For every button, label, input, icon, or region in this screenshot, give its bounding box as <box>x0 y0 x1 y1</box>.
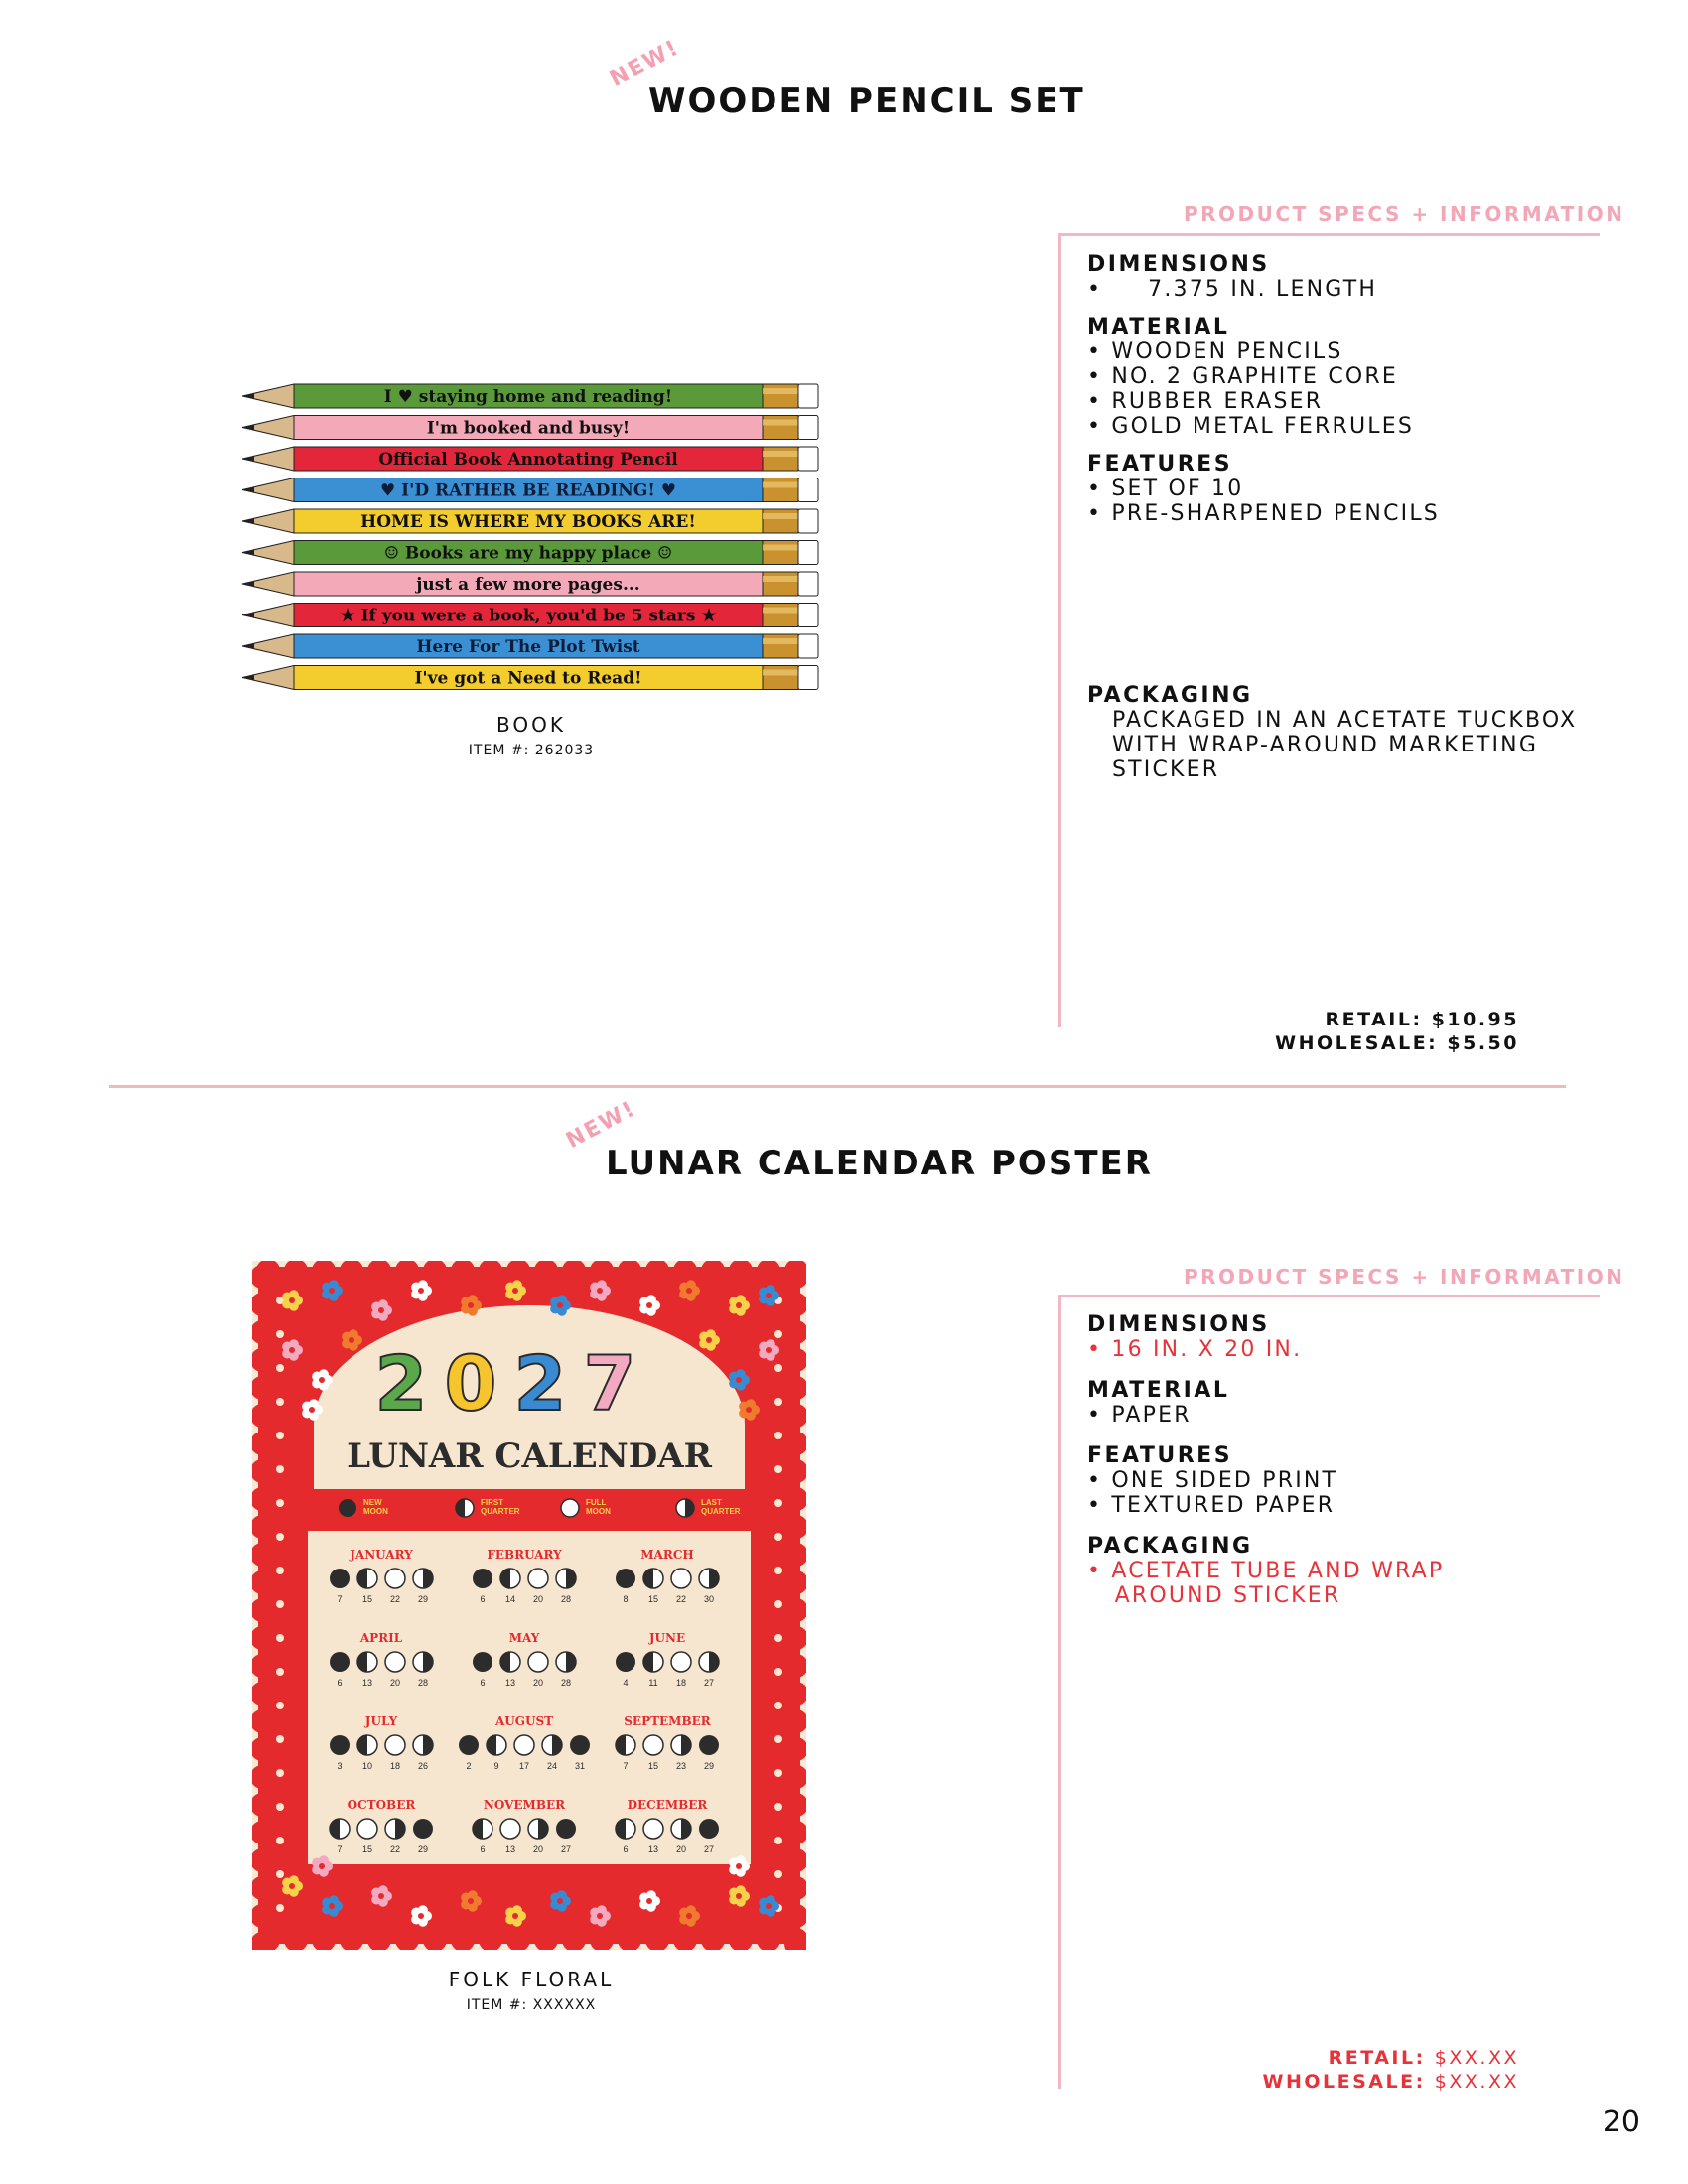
specs-header: PRODUCT SPECS + INFORMATION <box>1184 203 1625 226</box>
dimensions-label: DIMENSIONS <box>1087 252 1270 277</box>
wholesale-price: WHOLESALE: $5.50 <box>1275 1032 1519 1054</box>
material-item: • WOODEN PENCILS <box>1087 340 1343 364</box>
moon-phase-icon <box>556 1569 576 1588</box>
features-item: • ONE SIDED PRINT <box>1087 1468 1338 1493</box>
moon-day: 15 <box>361 1844 373 1854</box>
item-number: ITEM #: XXXXXX <box>466 1997 597 2013</box>
moon-phase-icon <box>473 1819 492 1839</box>
moon-day: 13 <box>361 1678 373 1688</box>
moon-phase-icon <box>616 1569 635 1588</box>
moon-phase-icon <box>528 1652 548 1672</box>
moon-phase-icon <box>616 1652 635 1672</box>
moon-phase-icon <box>643 1819 663 1839</box>
moon-phase-icon <box>528 1569 548 1588</box>
features-item: • TEXTURED PAPER <box>1087 1493 1336 1518</box>
moon-phase-icon <box>671 1652 691 1672</box>
moon-day: 23 <box>675 1761 687 1771</box>
moon-day: 20 <box>532 1844 544 1854</box>
moon-day: 29 <box>417 1594 429 1604</box>
moon-day: 6 <box>623 1844 629 1854</box>
moon-day: 11 <box>648 1678 658 1688</box>
product-title: WOODEN PENCIL SET <box>648 81 1085 121</box>
moon-day: 27 <box>703 1678 715 1688</box>
packaging-label: PACKAGING <box>1087 1534 1253 1559</box>
moon-phase-icon <box>561 1499 579 1517</box>
pencil-text: ♥ I'D RATHER BE READING! ♥ <box>380 480 676 501</box>
section-divider <box>109 1085 1566 1088</box>
moon-day: 6 <box>480 1844 486 1854</box>
pencil-text: I ♥ staying home and reading! <box>383 387 673 407</box>
pencil <box>242 604 818 627</box>
moon-day: 14 <box>504 1594 516 1604</box>
moon-phase-icon <box>671 1569 691 1588</box>
moon-day: 27 <box>560 1844 572 1854</box>
moon-phase-icon <box>413 1652 433 1672</box>
material-label: MATERIAL <box>1087 315 1230 340</box>
moon-phase-icon <box>616 1819 635 1839</box>
pencil <box>242 572 818 596</box>
pencil <box>242 541 818 565</box>
legend-label: QUARTER <box>701 1507 741 1516</box>
material-item: • PAPER <box>1087 1403 1192 1428</box>
retail-price <box>1192 2047 1519 2069</box>
legend-label: MOON <box>586 1507 611 1516</box>
pencil <box>242 478 818 502</box>
specs-list <box>1087 1312 1604 1608</box>
moon-phase-icon <box>413 1819 433 1839</box>
moon-day: 15 <box>361 1594 373 1604</box>
moon-phase-icon <box>542 1735 562 1755</box>
pencil-text: HOME IS WHERE MY BOOKS ARE! <box>360 512 696 532</box>
moon-phase-icon <box>357 1652 377 1672</box>
pencil <box>242 416 818 440</box>
moon-day: 2 <box>466 1761 472 1771</box>
moon-day: 10 <box>361 1761 373 1771</box>
month-name: JUNE <box>648 1631 686 1645</box>
moon-day: 27 <box>703 1844 715 1854</box>
dimensions-value: • 16 IN. X 20 IN. <box>1087 1337 1303 1362</box>
month-name: OCTOBER <box>347 1798 416 1812</box>
specs-side-rule <box>1058 233 1061 1027</box>
legend-label: MOON <box>363 1507 388 1516</box>
material-item: • NO. 2 GRAPHITE CORE <box>1087 364 1399 389</box>
lunar-calendar-poster-image <box>252 1261 806 1950</box>
legend-label: NEW <box>363 1498 382 1507</box>
moon-day: 7 <box>337 1844 343 1854</box>
moon-phase-icon <box>699 1569 719 1588</box>
moon-phase-icon <box>643 1735 663 1755</box>
moon-phase-icon <box>330 1652 350 1672</box>
moon-phase-icon <box>459 1735 479 1755</box>
wholesale-price <box>1192 2071 1519 2093</box>
specs-header: PRODUCT SPECS + INFORMATION <box>1184 1265 1625 1289</box>
dimensions-label: DIMENSIONS <box>1087 1312 1270 1337</box>
pencil <box>242 666 818 690</box>
poster-year-digit: 2 <box>374 1339 428 1428</box>
packaging-line: PACKAGED IN AN ACETATE TUCKBOX <box>1112 708 1578 733</box>
moon-day: 13 <box>504 1678 516 1688</box>
poster-title: LUNAR CALENDAR <box>347 1436 712 1476</box>
moon-phase-icon <box>616 1735 635 1755</box>
new-badge: NEW! <box>606 35 684 92</box>
moon-day: 28 <box>560 1594 572 1604</box>
moon-phase-icon <box>528 1819 548 1839</box>
month-name: DECEMBER <box>627 1798 708 1812</box>
moon-day: 30 <box>703 1594 715 1604</box>
moon-phase-icon <box>385 1735 405 1755</box>
moon-day: 20 <box>675 1844 687 1854</box>
moon-phase-icon <box>330 1735 350 1755</box>
retail-price: RETAIL: $10.95 <box>1325 1009 1519 1030</box>
packaging-line: STICKER <box>1112 757 1220 782</box>
moon-phase-icon <box>385 1652 405 1672</box>
pencil-text: ☺ Books are my happy place ☺ <box>383 543 673 564</box>
moon-phase-icon <box>699 1819 719 1839</box>
moon-phase-icon <box>514 1735 534 1755</box>
moon-day: 20 <box>532 1678 544 1688</box>
variant-caption: BOOK <box>496 713 566 737</box>
page-number: 20 <box>1602 2105 1640 2139</box>
specs-top-rule <box>1058 233 1600 236</box>
moon-phase-icon <box>473 1569 492 1588</box>
moon-day: 24 <box>546 1761 558 1771</box>
moon-day: 6 <box>480 1594 486 1604</box>
moon-day: 22 <box>675 1594 687 1604</box>
product-title: LUNAR CALENDAR POSTER <box>606 1144 1153 1183</box>
new-badge: NEW! <box>562 1096 640 1154</box>
moon-day: 29 <box>417 1844 429 1854</box>
pencil-text: just a few more pages... <box>416 575 640 595</box>
pencil-text: ★ If you were a book, you'd be 5 stars ★ <box>340 606 717 626</box>
month-name: MAY <box>508 1631 540 1645</box>
moon-day: 4 <box>623 1678 629 1688</box>
item-number: ITEM #: 262033 <box>468 743 595 758</box>
month-name: JANUARY <box>350 1548 413 1562</box>
material-item: • GOLD METAL FERRULES <box>1087 414 1414 439</box>
month-name: FEBRUARY <box>487 1548 562 1562</box>
moon-day: 13 <box>504 1844 516 1854</box>
month-name: JULY <box>364 1714 398 1728</box>
month-name: AUGUST <box>494 1714 554 1728</box>
moon-day: 7 <box>623 1761 629 1771</box>
moon-phase-icon <box>643 1569 663 1588</box>
pencil-text: Official Book Annotating Pencil <box>378 450 678 470</box>
packaging-block <box>1087 683 1604 782</box>
specs-list <box>1087 252 1604 526</box>
month-name: NOVEMBER <box>483 1798 566 1812</box>
moon-day: 31 <box>574 1761 586 1771</box>
moon-phase-icon <box>556 1652 576 1672</box>
legend-label: QUARTER <box>481 1507 520 1516</box>
features-label: FEATURES <box>1087 452 1233 477</box>
moon-day: 20 <box>532 1594 544 1604</box>
moon-day: 28 <box>560 1678 572 1688</box>
moon-day: 3 <box>337 1761 343 1771</box>
moon-day: 22 <box>389 1594 401 1604</box>
variant-caption: FOLK FLORAL <box>448 1968 615 1991</box>
features-label: FEATURES <box>1087 1443 1233 1468</box>
moon-day: 20 <box>389 1678 401 1688</box>
moon-phase-icon <box>671 1735 691 1755</box>
wholesale-value: $XX.XX <box>1434 2071 1519 2093</box>
moon-phase-icon <box>357 1569 377 1588</box>
legend-label: FIRST <box>481 1498 504 1507</box>
pencil <box>242 634 818 658</box>
pencil <box>242 447 818 471</box>
moon-day: 6 <box>337 1678 343 1688</box>
legend-label: LAST <box>701 1498 722 1507</box>
moon-phase-icon <box>500 1652 520 1672</box>
moon-phase-icon <box>357 1735 377 1755</box>
moon-phase-icon <box>699 1652 719 1672</box>
moon-phase-icon <box>570 1735 590 1755</box>
moon-phase-icon <box>500 1569 520 1588</box>
packaging-line: WITH WRAP-AROUND MARKETING <box>1112 733 1539 757</box>
moon-day: 29 <box>703 1761 715 1771</box>
packaging-line: • ACETATE TUBE AND WRAP <box>1087 1559 1445 1583</box>
moon-day: 22 <box>389 1844 401 1854</box>
pencil <box>242 509 818 533</box>
moon-phase-icon <box>643 1652 663 1672</box>
moon-phase-icon <box>413 1735 433 1755</box>
moon-phase-icon <box>385 1569 405 1588</box>
moon-phase-icon <box>357 1819 377 1839</box>
moon-phase-icon <box>413 1569 433 1588</box>
month-name: SEPTEMBER <box>624 1714 711 1728</box>
moon-day: 28 <box>417 1678 429 1688</box>
features-item: • SET OF 10 <box>1087 477 1244 501</box>
moon-day: 7 <box>337 1594 343 1604</box>
wholesale-label: WHOLESALE: <box>1262 2071 1426 2093</box>
packaging-line: AROUND STICKER <box>1087 1583 1341 1608</box>
moon-phase-icon <box>676 1499 694 1517</box>
pencil <box>242 384 818 408</box>
moon-phase-icon <box>473 1652 492 1672</box>
pencil-text: I'm booked and busy! <box>426 418 631 439</box>
features-item: • PRE-SHARPENED PENCILS <box>1087 501 1440 526</box>
retail-label: RETAIL: <box>1328 2047 1426 2069</box>
moon-day: 9 <box>493 1761 499 1771</box>
moon-phase-icon <box>456 1499 474 1517</box>
month-name: APRIL <box>359 1631 403 1645</box>
retail-value: $XX.XX <box>1434 2047 1519 2069</box>
moon-phase-icon <box>330 1569 350 1588</box>
material-item: • RUBBER ERASER <box>1087 389 1324 414</box>
moon-day: 15 <box>647 1761 659 1771</box>
moon-day: 13 <box>647 1844 659 1854</box>
specs-top-rule <box>1058 1295 1600 1297</box>
material-label: MATERIAL <box>1087 1378 1230 1403</box>
moon-day: 18 <box>389 1761 401 1771</box>
moon-phase-icon <box>699 1735 719 1755</box>
moon-day: 8 <box>623 1594 629 1604</box>
moon-phase-icon <box>500 1819 520 1839</box>
moon-phase-icon <box>330 1819 350 1839</box>
moon-day: 15 <box>647 1594 659 1604</box>
specs-side-rule <box>1058 1295 1061 2089</box>
packaging-label: PACKAGING <box>1087 683 1253 708</box>
moon-phase-icon <box>339 1499 356 1517</box>
moon-phase-icon <box>556 1819 576 1839</box>
moon-phase-icon <box>487 1735 506 1755</box>
moon-day: 18 <box>675 1678 687 1688</box>
legend-label: FULL <box>586 1498 607 1507</box>
poster-year-digit: 0 <box>444 1339 497 1428</box>
pencil-text: I've got a Need to Read! <box>414 668 642 689</box>
moon-day: 6 <box>480 1678 486 1688</box>
pencil-set-image <box>238 377 824 695</box>
month-name: MARCH <box>640 1548 694 1562</box>
moon-phase-icon <box>385 1819 405 1839</box>
moon-phase-icon <box>671 1819 691 1839</box>
poster-year-digit: 7 <box>583 1339 636 1428</box>
pencil-text: Here For The Plot Twist <box>416 637 640 657</box>
moon-day: 17 <box>518 1761 530 1771</box>
moon-day: 26 <box>417 1761 429 1771</box>
poster-year-digit: 2 <box>513 1339 567 1428</box>
dimensions-value: • 7.375 IN. LENGTH <box>1087 277 1378 302</box>
